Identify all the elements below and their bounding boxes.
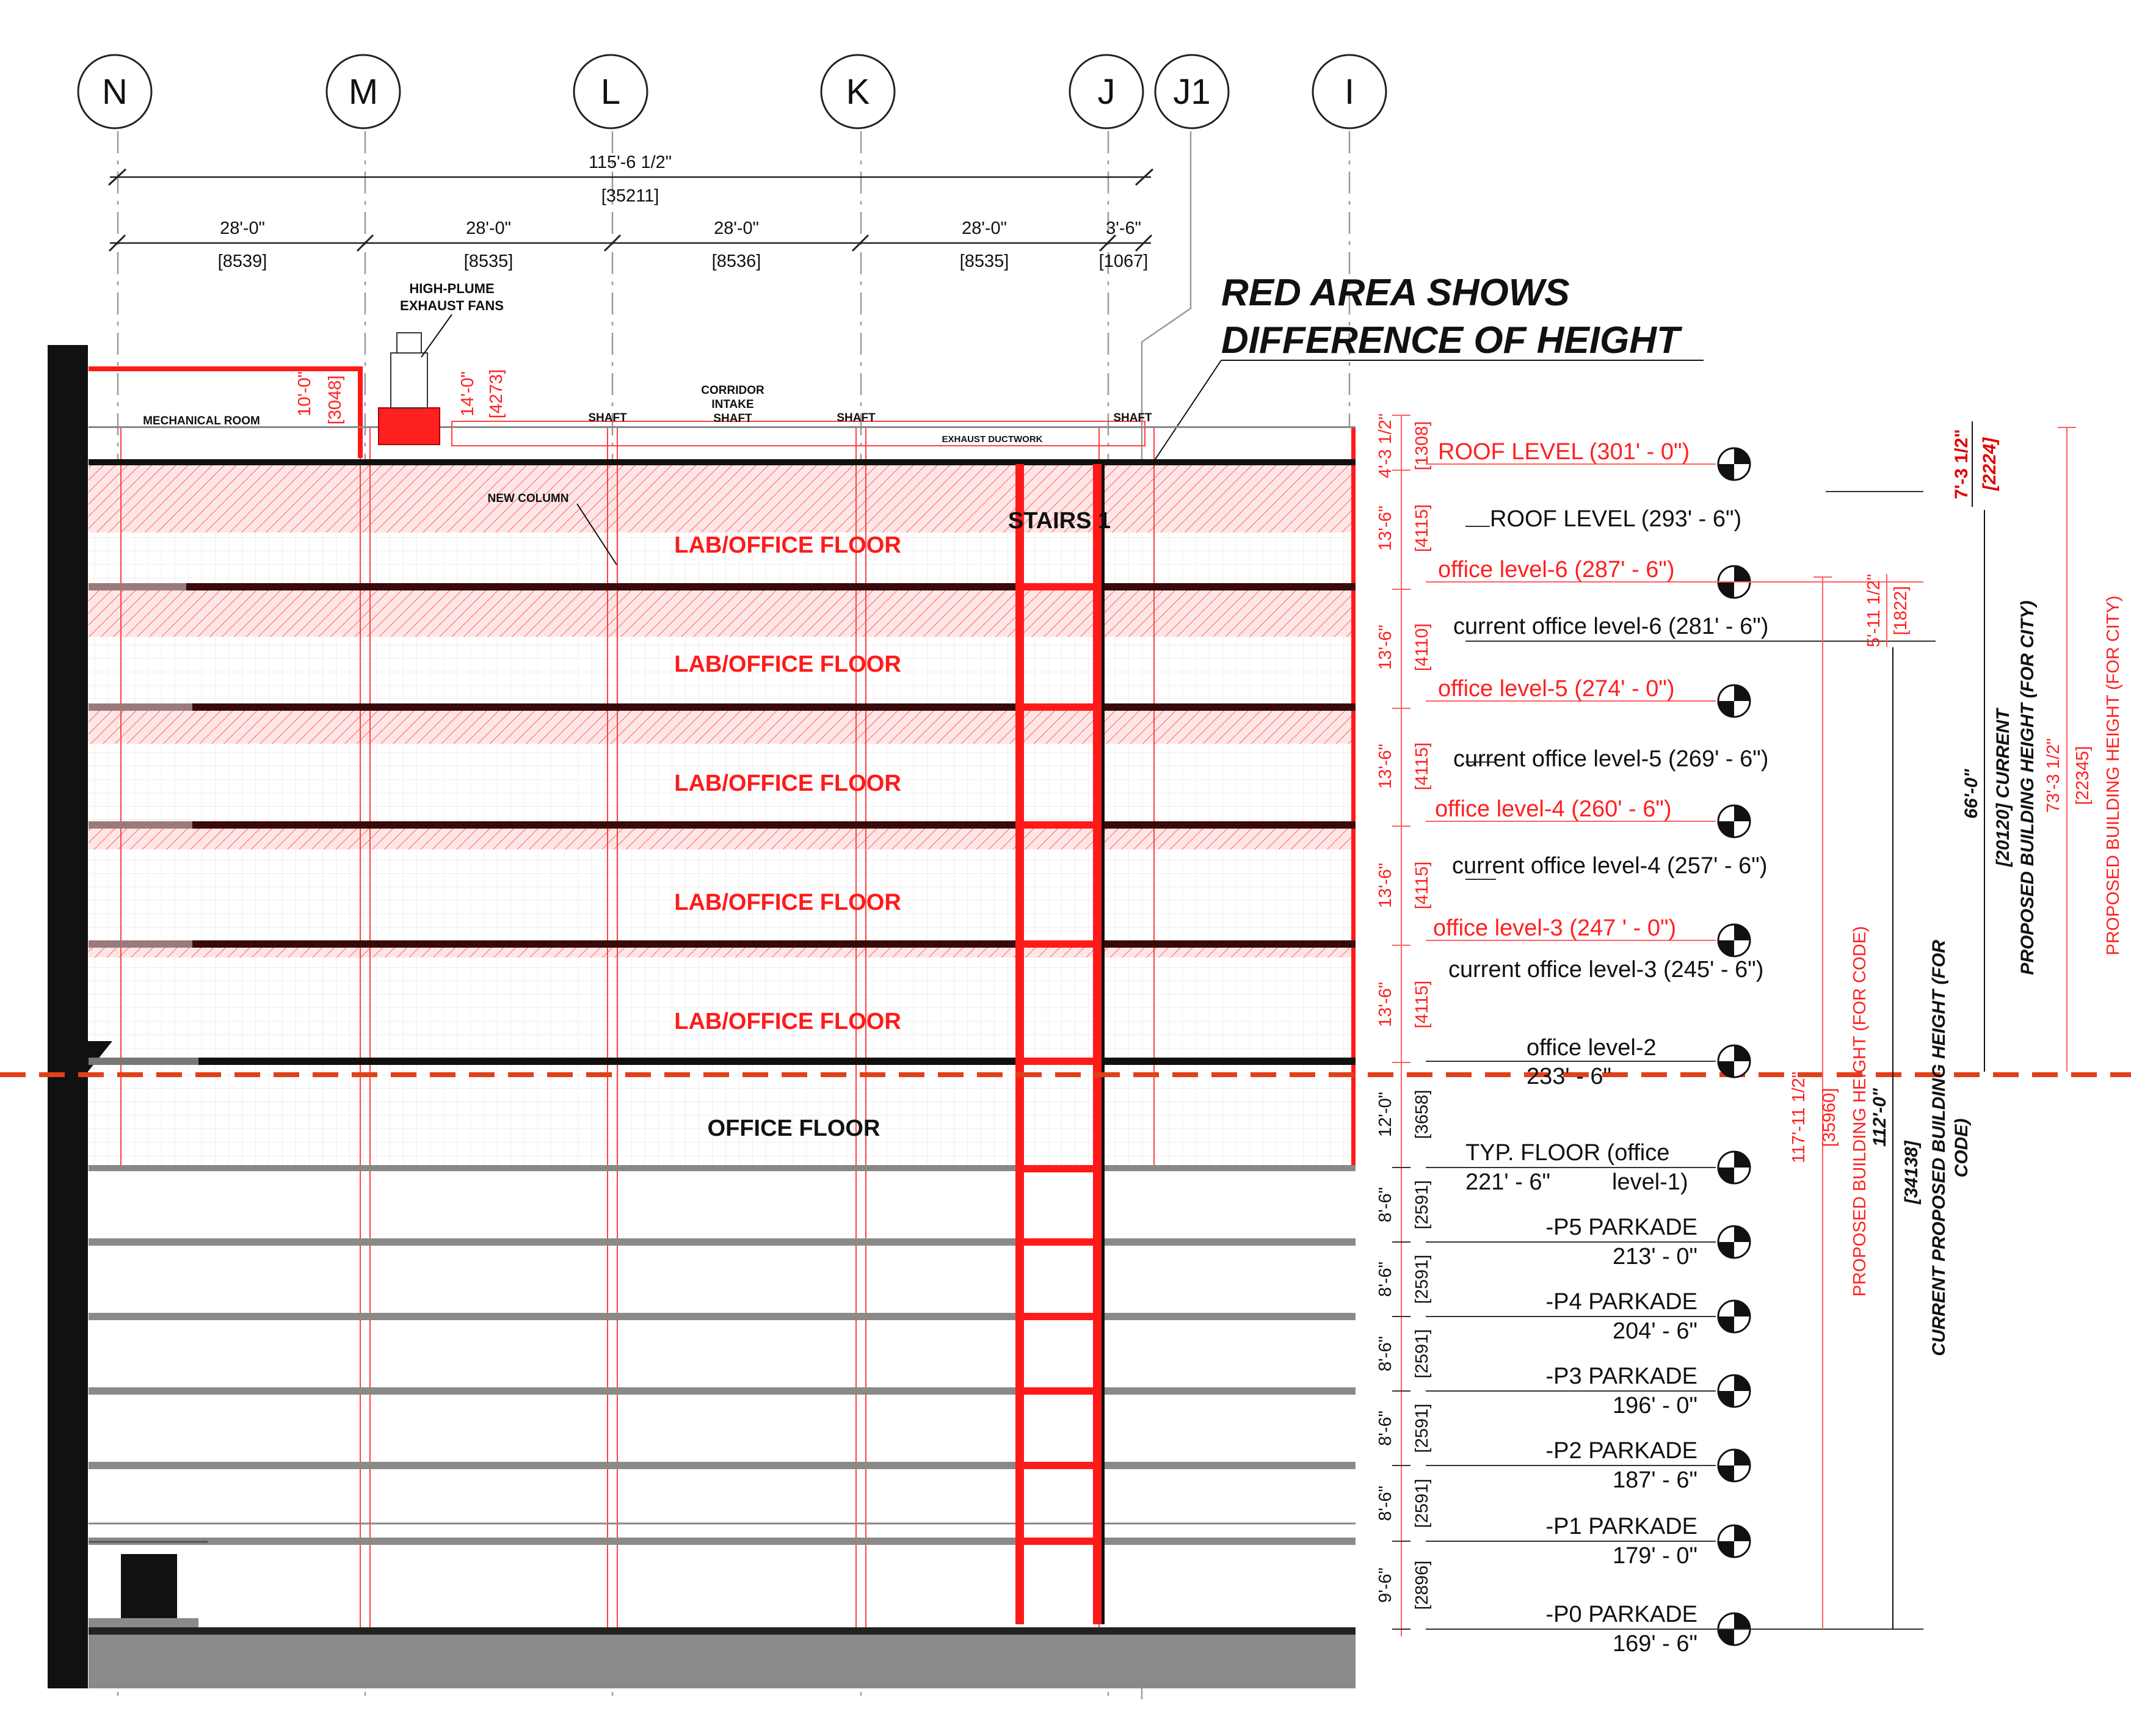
svg-text:[35211]: [35211] [601,186,659,206]
svg-text:LAB/OFFICE FLOOR: LAB/OFFICE FLOOR [674,652,901,677]
svg-text:current office level-3 (245' -: current office level-3 (245' - 6") [1448,957,1764,982]
svg-text:[34138]: [34138] [1901,1141,1922,1204]
svg-text:SHAFT: SHAFT [588,412,627,424]
svg-text:8'-6": 8'-6" [1376,1262,1395,1297]
svg-text:-P1 PARKADE: -P1 PARKADE [1545,1514,1697,1539]
svg-text:196' - 0": 196' - 0" [1612,1393,1697,1418]
grid-bubble-L [574,55,647,128]
svg-text:[8536]: [8536] [711,252,761,271]
level-target-icon [1718,1226,1750,1258]
level-target-icon [1718,924,1750,956]
svg-text:-P5 PARKADE: -P5 PARKADE [1545,1215,1697,1240]
svg-text:K: K [846,72,870,112]
svg-text:[20120] CURRENT: [20120] CURRENT [1993,708,2013,867]
svg-text:[3658]: [3658] [1412,1089,1432,1139]
slab-level-2 [89,1058,1356,1065]
svg-text:[4115]: [4115] [1412,980,1432,1029]
overall-dimension [109,153,1153,206]
svg-text:[4115]: [4115] [1412,861,1432,910]
svg-text:M: M [348,72,379,112]
level-target-icon [1718,1375,1750,1407]
floor-height-dims [1376,413,1432,1636]
svg-text:-P3 PARKADE: -P3 PARKADE [1545,1364,1697,1389]
parkade-door [121,1554,177,1618]
left-wall [48,345,88,1688]
roof-slab [89,459,1356,465]
svg-text:[1308]: [1308] [1412,421,1432,471]
svg-text:3'-6": 3'-6" [1106,219,1141,238]
svg-text:[4115]: [4115] [1412,742,1432,791]
svg-text:LAB/OFFICE FLOOR: LAB/OFFICE FLOOR [674,890,901,915]
svg-text:SHAFT: SHAFT [1113,412,1152,424]
svg-text:204' - 6": 204' - 6" [1612,1318,1697,1344]
svg-text:J: J [1097,72,1116,112]
svg-text:LAB/OFFICE FLOOR: LAB/OFFICE FLOOR [674,1009,901,1034]
svg-text:28'-0": 28'-0" [714,219,759,238]
grid-bubble-K [821,55,895,128]
svg-text:28'-0": 28'-0" [962,219,1007,238]
svg-text:[2591]: [2591] [1412,1478,1432,1528]
svg-text:[2591]: [2591] [1412,1254,1432,1304]
svg-text:233' - 6": 233' - 6" [1527,1064,1612,1089]
svg-text:4'-3 1/2": 4'-3 1/2" [1376,413,1395,479]
svg-text:[4110]: [4110] [1412,623,1432,672]
svg-text:[2591]: [2591] [1412,1180,1432,1230]
grid-bubble-I [1313,55,1386,128]
svg-text:112'-0": 112'-0" [1870,1088,1890,1147]
svg-text:[2591]: [2591] [1412,1403,1432,1453]
svg-text:169' - 6": 169' - 6" [1612,1631,1697,1657]
svg-text:5'-11 1/2": 5'-11 1/2" [1864,573,1884,648]
svg-text:current office level-4 (257' -: current office level-4 (257' - 6") [1452,853,1768,879]
svg-text:HIGH-PLUME: HIGH-PLUME [409,281,495,296]
svg-text:PROPOSED BUILDING HEIGHT (FOR: PROPOSED BUILDING HEIGHT (FOR CITY) [2104,595,2123,956]
svg-text:L: L [600,72,621,112]
svg-text:-P4 PARKADE: -P4 PARKADE [1545,1289,1697,1315]
svg-text:187' - 6": 187' - 6" [1612,1467,1697,1493]
svg-text:current office level-6 (281' -: current office level-6 (281' - 6") [1453,614,1769,639]
svg-text:10'-0": 10'-0" [295,371,314,416]
svg-text:office level-4 (260' - 6"): office level-4 (260' - 6") [1435,796,1672,822]
svg-text:[8539]: [8539] [217,252,267,271]
level-target-icon [1718,1450,1750,1481]
svg-text:office level-5 (274' - 0"): office level-5 (274' - 0") [1438,676,1675,702]
svg-text:[4273]: [4273] [487,369,506,419]
svg-text:8'-6": 8'-6" [1376,1187,1395,1222]
grid-bubble-N [78,55,151,128]
svg-text:[8535]: [8535] [959,252,1009,271]
svg-text:level-1): level-1) [1612,1169,1688,1195]
svg-text:office level-3 (247 ' - 0"): office level-3 (247 ' - 0") [1433,915,1677,941]
svg-text:CORRIDOR: CORRIDOR [701,384,764,397]
level-target-icon [1718,448,1750,480]
level-target-icon [1718,685,1750,717]
svg-text:PROPOSED BUILDING HEIGHT (FOR: PROPOSED BUILDING HEIGHT (FOR CODE) [1850,926,1870,1297]
level-target-icon [1718,1301,1750,1332]
svg-text:CURRENT PROPOSED BUILDING HEIG: CURRENT PROPOSED BUILDING HEIGHT (FOR [1929,940,1949,1356]
svg-text:8'-6": 8'-6" [1376,1486,1395,1521]
svg-text:[4115]: [4115] [1412,504,1432,553]
svg-text:SHAFT: SHAFT [837,412,876,424]
svg-text:ROOF LEVEL (293' - 6"): ROOF LEVEL (293' - 6") [1490,506,1742,532]
svg-text:28'-0": 28'-0" [220,219,265,238]
svg-text:LAB/OFFICE FLOOR: LAB/OFFICE FLOOR [674,771,901,796]
svg-text:OFFICE FLOOR: OFFICE FLOOR [707,1116,880,1141]
svg-text:INTAKE: INTAKE [711,398,754,411]
grid-bubble-M [327,55,400,128]
level-target-icon [1718,1152,1750,1183]
svg-text:115'-6 1/2": 115'-6 1/2" [588,153,672,172]
svg-text:I: I [1344,72,1355,112]
svg-text:7'-3 1/2": 7'-3 1/2" [1951,429,1972,499]
svg-text:[8535]: [8535] [463,252,514,271]
svg-text:-P2 PARKADE: -P2 PARKADE [1545,1438,1697,1464]
svg-text:[2224]: [2224] [1980,437,2000,491]
svg-text:13'-6": 13'-6" [1376,744,1395,789]
svg-text:PROPOSED BUILDING HEIGHT (FOR: PROPOSED BUILDING HEIGHT (FOR CITY) [2017,600,2038,975]
svg-text:EXHAUST FANS: EXHAUST FANS [400,298,504,313]
svg-text:73'-3 1/2": 73'-3 1/2" [2044,738,2063,813]
foundation [89,1635,1356,1688]
foundation-slab [89,1627,1356,1635]
svg-text:J1: J1 [1173,72,1211,112]
building-height-dims [1789,421,2123,1629]
svg-text:DIFFERENCE OF HEIGHT: DIFFERENCE OF HEIGHT [1221,319,1680,361]
svg-text:28'-0": 28'-0" [466,219,511,238]
slab-level-1 [89,1165,1356,1171]
svg-text:EXHAUST DUCTWORK: EXHAUST DUCTWORK [942,434,1043,445]
svg-text:N: N [102,72,128,112]
svg-text:221' - 6": 221' - 6" [1465,1169,1551,1195]
svg-text:179' - 0": 179' - 0" [1612,1543,1697,1569]
level-target-icon [1718,1045,1750,1077]
grid-bubble-J1 [1155,55,1229,128]
svg-text:office level-2: office level-2 [1527,1035,1657,1061]
svg-text:[35960]: [35960] [1820,1088,1839,1147]
svg-text:13'-6": 13'-6" [1376,863,1395,908]
level-target-icon [1718,805,1750,837]
svg-text:[3048]: [3048] [325,375,345,425]
svg-text:[22345]: [22345] [2073,746,2093,805]
svg-text:13'-6": 13'-6" [1376,625,1395,670]
svg-text:ROOF LEVEL (301' - 0"): ROOF LEVEL (301' - 0") [1438,439,1690,465]
svg-text:MECHANICAL ROOM: MECHANICAL ROOM [143,415,260,427]
svg-text:[2896]: [2896] [1412,1560,1432,1610]
level-labels [1433,439,1768,1657]
svg-text:NEW COLUMN: NEW COLUMN [487,492,569,505]
svg-text:117'-11 1/2": 117'-11 1/2" [1789,1071,1809,1164]
svg-text:office level-6 (287' - 6"): office level-6 (287' - 6") [1438,557,1675,583]
svg-text:13'-6": 13'-6" [1376,506,1395,551]
svg-text:CODE): CODE) [1951,1118,1972,1178]
svg-text:-P0 PARKADE: -P0 PARKADE [1545,1602,1697,1627]
svg-text:66'-0": 66'-0" [1961,769,1981,819]
svg-text:8'-6": 8'-6" [1376,1411,1395,1446]
svg-text:[2591]: [2591] [1412,1329,1432,1379]
svg-text:[1822]: [1822] [1891,586,1911,636]
svg-text:213' - 0": 213' - 0" [1612,1244,1697,1269]
svg-text:[1067]: [1067] [1098,252,1149,271]
svg-text:current office level-5 (269' -: current office level-5 (269' - 6") [1453,746,1769,772]
bay-dimensions [109,219,1152,271]
svg-text:12'-0": 12'-0" [1376,1092,1395,1137]
grid-bubbles [78,55,1386,128]
svg-text:STAIRS 1: STAIRS 1 [1007,508,1111,534]
svg-text:13'-6": 13'-6" [1376,982,1395,1027]
svg-text:8'-6": 8'-6" [1376,1336,1395,1371]
svg-text:9'-6": 9'-6" [1376,1567,1395,1603]
level-target-icon [1718,1525,1750,1557]
svg-text:LAB/OFFICE FLOOR: LAB/OFFICE FLOOR [674,532,901,558]
svg-text:14'-0": 14'-0" [458,371,477,416]
svg-text:TYP. FLOOR (office: TYP. FLOOR (office [1465,1140,1670,1166]
grid-bubble-J [1070,55,1143,128]
svg-text:SHAFT: SHAFT [713,412,752,425]
svg-text:RED AREA SHOWS: RED AREA SHOWS [1221,272,1570,314]
